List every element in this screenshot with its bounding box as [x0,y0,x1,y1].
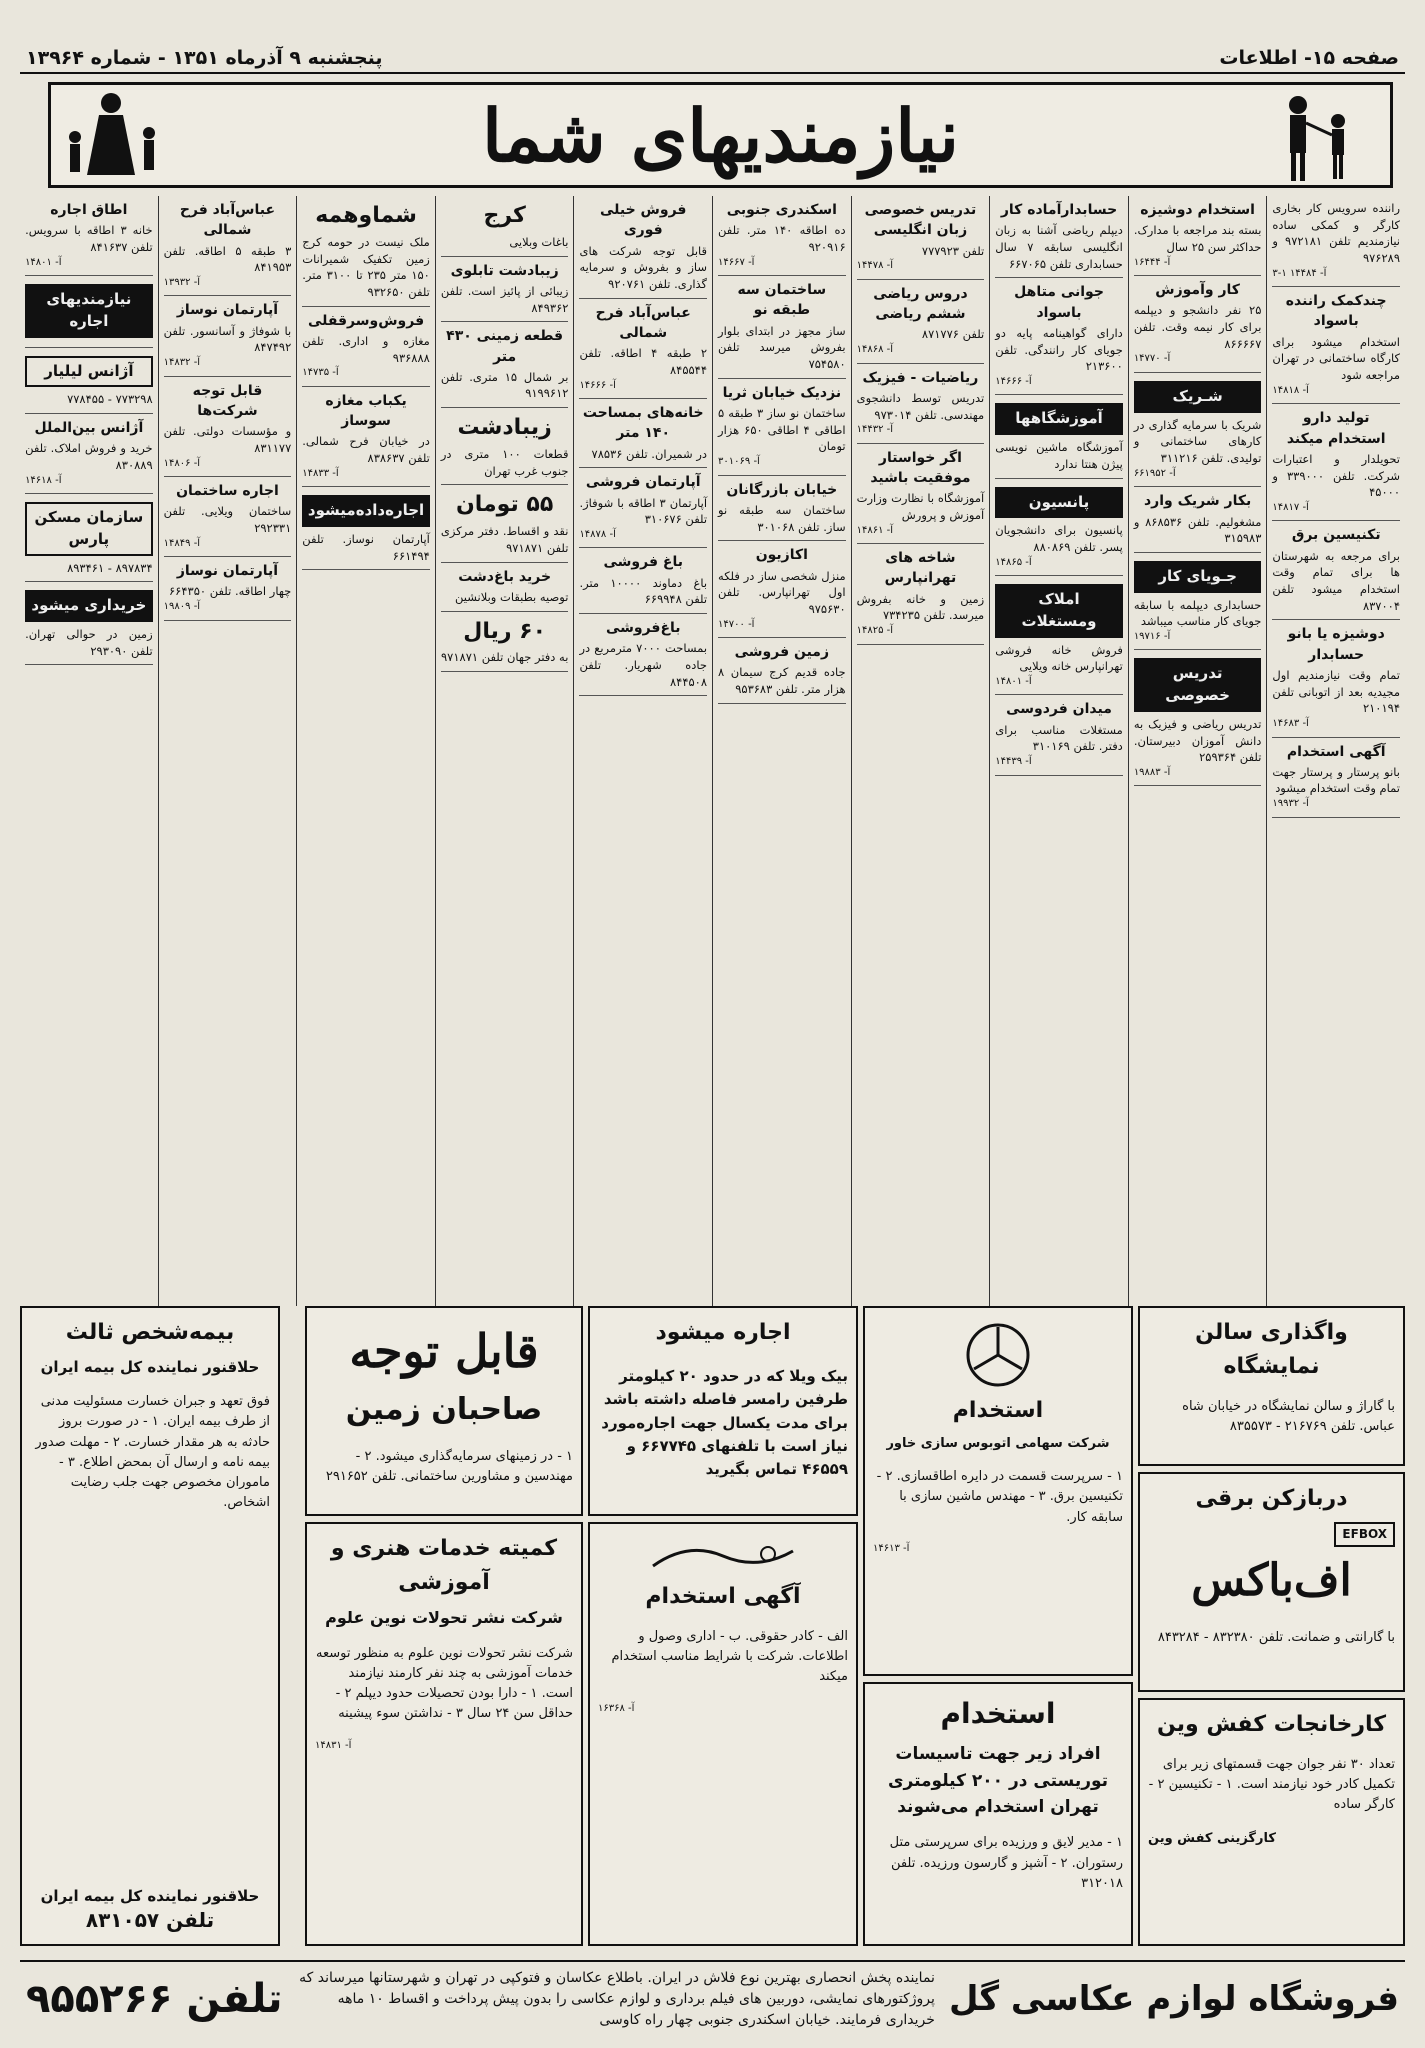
arts-title: کمیته خدمات هنری و آموزشی [330,1536,558,1596]
classified-ad [441,196,569,257]
classified-ad-text: ساز مجهز در ابتدای بلوار بفروش میرسد تلفن ۷۵۴۵۸۰ [718,323,846,372]
store-name: فروشگاه لوازم عکاسی گل [948,1979,1399,2019]
insurance-footer: حلاقنور نماینده کل بیمه ایران [40,1886,260,1905]
classified-ad [718,196,846,276]
classified-ad [1272,404,1400,521]
classified-ad-title: زیبادشت تابلوی [450,262,559,279]
classified-ad-text: بانو پرستار و پرستار جهت تمام وقت استخدام میشود [1272,764,1400,796]
efbox-title: دربازکن برقی [1195,1486,1348,1511]
classified-ad [164,196,292,296]
classified-ad-text: پانسیون برای دانشجویان پسر. تلفن ۸۸۰۸۶۹ [995,523,1123,554]
classified-column [1266,196,1405,1306]
classified-ad-title: تکنیسین برق [1291,527,1381,544]
classified-ad [718,541,846,638]
classified-ad-text: ۳ طبقه ۵ اطاقه. تلفن ۸۴۱۹۵۳ [163,243,292,275]
classified-ad-text: باغ دماوند ۱۰۰۰۰ متر. تلفن ۶۶۹۹۴۸ [579,575,708,607]
classified-ad-text: ۸۹۷۸۳۴ - ۸۹۳۴۶۱ [67,560,153,575]
store-description: نماینده پخش انحصاری بهترین نوع فلاش در ایران. باطلاع عکاسان و فتوکپی در تهران و شهرستانها میرساند که پروژکتورهای نمایشی، دوربین های فیلم برداری و لوازم عکاسی را بدون پیش پرداخت و اقساط ۱۰ ماهه خریداری فرمایند. خیابان اسکندری جنوبی چهار راه کاوسی [299,1969,935,2028]
classified-ad-text: چهار اطاقه. تلفن ۶۶۴۳۵۰ [169,584,292,599]
classified-column [435,196,574,1306]
classified-ad-code: آ- ۱۴۸۰۱ [25,256,62,268]
tourism-hire-ad [863,1682,1133,1946]
classified-ad-title: جـویای کار [1134,561,1262,593]
classified-ad-title: شاخه های تهرانپارس [884,550,957,587]
tourism-subtitle: افراد زیر جهت تاسیسات توریستی در ۲۰۰ کیلومتری تهران استخدام می‌شوند [887,1744,1109,1818]
classified-ad-title: بکار شریک وارد [1143,493,1252,510]
classified-ad-title: خانه‌های بمساحت ۱۴۰ متر [582,405,704,442]
classified-ad-text: راننده سرویس کار بخاری کارگر و کمکی ساده نیازمندیم تلفن ۹۷۲۱۸۱ و ۹۷۶۲۸۹ [1272,201,1400,266]
classified-ad-title: املاک ومستغلات [995,584,1123,638]
classified-ad-title: یکباب مغازه سوساز [325,392,407,430]
classified-ad-title: میدان فردوسی [1006,701,1112,718]
classified-ad-title: ساختمان سه طبقه نو [737,282,827,319]
classified-ad-text: توصیه بطبقات وبلانشین [455,589,569,604]
insurance-phone: تلفن ۸۳۱۰۵۷ [85,1908,215,1932]
classified-ad-text: ده اطاقه ۱۴۰ متر. تلفن ۹۲۰۹۱۶ [718,223,846,254]
classified-ad-text: ساختمان نو ساز ۳ طبقه ۵ اطاقی ۴ اطاقی ۶۵۰ هزار تومان [718,406,846,454]
classified-ad-code: آ- ۱۴۶۶۶ [995,375,1032,387]
classified-ad-text: در خیابان فرح شمالی. تلفن ۸۳۸۶۳۷ [302,434,430,465]
land-notice-ad [305,1306,583,1516]
classified-ad [995,479,1123,577]
classified-ad-text: ساختمان سه طبقه نو ساز. تلفن ۳۰۱۰۶۸ [718,502,846,534]
classified-ad-title: آژانس لیلیار [25,356,153,388]
classified-ad-text: زمین در حوالی تهران. تلفن ۲۹۳۰۹۰ [25,627,153,658]
classified-ad-text: تمام وقت نیازمندیم اول مجیدیه بعد از اتوبانی تلفن ۲۱۰۱۹۴ [1272,667,1400,716]
classified-column [158,196,297,1306]
classified-ad [857,444,985,544]
classified-column [20,196,158,1306]
classified-ad [1272,521,1400,620]
classified-ad-title: دروس ریاضی ششم ریاضی [873,285,968,323]
classified-ad [1272,620,1400,737]
classified-ad-text: مغازه و اداری. تلفن ۹۳۶۸۸۸ [302,333,430,365]
classified-ad-text: بسته بند مراجعه با مدارک. حداکثر سن ۲۵ سال [1133,223,1262,254]
efbox-text: با گارانتی و ضمانت. تلفن ۸۳۲۳۸۰ - ۸۴۳۲۸۴ [1157,1629,1395,1645]
arts-education-ad [305,1522,583,1946]
classified-ad-title: آپارتمان نوساز [176,563,279,580]
classified-ad-title: شماوهمه [315,203,417,228]
shoe-footer: کارگزینی کفش وین [1148,1830,1276,1846]
classified-ad-code: آ- ۱۶۴۴۴ [1133,256,1171,268]
woman-children-illustration-icon [51,85,181,185]
classified-ad-title: خریداری میشود [25,590,153,622]
classified-ad-text: آپارتمان نوساز. تلفن ۶۶۱۴۹۴ [302,531,430,563]
efbox-badge: EFBOX [1334,1522,1395,1547]
classified-ad [1134,487,1262,553]
classified-ad-title: فروش خیلی فوری [600,202,687,239]
classified-column [573,196,712,1306]
classified-ad [164,557,292,620]
classified-ad-text: جاده قدیم کرج سیمان ۸ هزار متر. تلفن ۹۵۳۶۸۳ [718,665,846,696]
classified-ad [164,477,292,557]
tourism-text: ۱ - مدیر لایق و ورزیده برای سرپرستی متل رستوران. ۲ - آشپز و گارسون ورزیده. تلفن ۳۱۲۰۱۸ [889,1835,1123,1891]
classified-ad-title: نیازمندیهای اجاره [25,284,153,338]
classified-ad-text: و مؤسسات دولتی. تلفن ۸۳۱۱۷۷ [163,424,292,455]
employment-code: آ- ۱۶۳۶۸ [598,1702,635,1714]
exhibition-text: با گاراژ و سالن نمایشگاه در خیابان شاه عباس. تلفن ۲۱۶۷۶۹ - ۸۳۵۵۷۳ [1182,1399,1395,1435]
classified-ad-title: کار وآموزش [1155,282,1240,299]
classified-ad-code: آ- ۱۴۸۳۳ [302,467,339,479]
classified-ad-title: زیبادشت [457,415,552,441]
classified-ad-code: آ- ۱۴۸۲۵ [856,625,894,637]
classified-ad-title: کرج [483,203,526,228]
classified-ad-title: اجاره ساختمان [176,483,279,500]
classified-ad-text: بر شمال ۱۵ متری. تلفن ۹۱۹۹۶۱۲ [440,369,569,401]
classified-ad [164,377,292,477]
classified-columns [20,196,1405,1306]
classified-ad-text: با شوفاژ و آسانسور. تلفن ۸۴۷۴۹۲ [163,323,292,355]
classified-ad-text: باغات وبلایی [509,234,569,249]
classified-ad-text: نقد و اقساط. دفتر مرکزی تلفن ۹۷۱۸۷۱ [440,524,569,555]
classified-ad [441,322,569,408]
classified-ad [718,379,846,476]
classified-ad-text: تلفن ۷۷۷۹۲۳ [921,243,985,258]
classified-ad-code: آ- ۱۴۶۱۸ [25,474,62,486]
classified-ad-text: خانه ۳ اطاقه با سرویس. تلفن ۸۴۱۶۳۷ [25,223,153,254]
page-label: صفحه ۱۵- اطلاعات [1219,47,1399,69]
classified-ad-text: بمساحت ۷۰۰۰ مترمربع در جاده شهریار. تلفن ۸۴۴۵۰۸ [579,641,708,689]
classified-ad-title: اکازیون [755,547,808,564]
classified-ad-text: آموزشگاه ماشین نویسی پیژن هنتا ندارد [995,440,1123,471]
classified-column [296,196,435,1306]
classified-ad-text: حسابداری دیپلمه با سابقه جویای کار مناسب میباشد [1133,597,1262,629]
classified-ad [995,576,1123,695]
bus-code: آ- ۱۴۶۱۳ [873,1542,910,1554]
classified-ad-text: ۲ طبقه ۴ اطاقه. تلفن ۸۴۵۵۴۴ [579,346,708,377]
classified-ad [1134,650,1262,786]
mercedes-star-icon [963,1320,1033,1390]
insurance-ad [20,1306,280,1946]
classified-ad [441,612,569,673]
classified-ad-text: دیپلم ریاضی آشنا به زبان انگلیسی سابقه ۷ سال حسابداری تلفن ۶۶۷۰۶۵ [995,223,1123,271]
classified-ad-title: زمین فروشی [734,644,830,661]
classified-ad [302,387,430,487]
classified-ad-title: قطعه زمینی ۴۳۰ متر [446,328,564,365]
classified-ad-title: حسابدارآماده کار [1000,202,1118,218]
classified-ad-title: آژانس بین‌الملل [34,420,144,437]
classified-ad-text: به دفتر جهان تلفن ۹۷۱۸۷۱ [441,650,569,665]
classified-ad-code: آ- ۱۴۸۴۹ [163,537,201,549]
classified-ad [995,196,1123,278]
classified-ad-code: آ- ۱۴۸۳۲ [163,357,201,369]
classified-ad-text: آپارتمان ۳ اطاقه با شوفاژ. تلفن ۳۱۰۶۷۶ [579,495,708,527]
classified-ad-title: آپارتمان نوساز [176,302,279,319]
employment-text: الف - کادر حقوقی. ب - اداری وصول و اطلاعات. شرکت با شرایط مناسب استخدام میکند [611,1629,848,1685]
arts-code: آ- ۱۴۸۳۱ [315,1739,352,1751]
classified-ad-text: آموزشگاه با نظارت وزارت آموزش و پرورش [856,491,985,522]
bus-company-ad [863,1306,1133,1676]
classified-ad [25,582,153,665]
classified-ad-code: آ- ۱۴۴۳۹ [995,756,1032,768]
classified-ad-title: اجاره‌داده‌میشود [302,495,430,527]
classified-ad [718,476,846,542]
classified-ad-text: دارای گواهینامه پایه دو جویای کار رانندگی. تلفن ۲۱۳۶۰۰ [995,325,1123,374]
classified-ad-text: شریک با سرمایه گذاری در کارهای ساختمانی و تولیدی. تلفن ۳۱۱۲۱۶ [1133,417,1262,466]
classified-ad-code: آ- ۱۴۸۷۸ [579,528,616,540]
classified-ad-title: قابل توجه شرکت‌ها [192,382,263,419]
insurance-text: فوق تعهد و جبران خسارت مسئولیت مدنی از طرف بیمه ایران. ۱ - در صورت بروز حادثه به هر مقدار خسارت. ۲ - مهلت صدور بیمه نامه و ارسال آن بمحض اطلاع. ۳ - ماموران مخصوص جهت جلب رضایت اشخاص. [35,1394,270,1511]
shoe-text: تعداد ۳۰ نفر جوان جهت قسمتهای زیر برای تکمیل کادر خود نیازمند است. ۱ - تکنیسین ۲ - کارگر ساده [1148,1757,1395,1813]
classified-ad [718,276,846,379]
classified-ad-code: آ- ۱۴۸۶۱ [856,524,894,536]
issue-date: پنجشنبه ۹ آذرماه ۱۳۵۱ - شماره ۱۳۹۶۴ [26,47,383,69]
classified-ad [579,196,707,299]
classified-ad-text: برای مرجعه به شهرستان ها برای تمام وقت استخدام میشود تلفن ۸۳۷۰۰۴ [1272,548,1400,613]
classified-ad-title: دوشیزه‌ یا بانو حسابدار [1287,626,1385,663]
insurance-subtitle: حلاقنور نماینده کل بیمه ایران [40,1358,260,1377]
classified-column [989,196,1128,1306]
classified-ad-text: زیبائی از پائیز است. تلفن ۸۴۹۳۶۲ [440,283,569,315]
classified-ad-text: مستغلات مناسب برای دفتر. تلفن ۳۱۰۱۶۹ [995,722,1123,754]
classified-ad-text: فروش خانه فروشی تهرانپارس خانه ویلایی [995,642,1123,674]
classified-ad [579,614,707,696]
classified-ad-title: آپارتمان فروشی [585,474,701,491]
family-illustration-icon [1260,85,1390,185]
classified-ad-code: آ- ۱۴۸۶۵ [995,556,1032,568]
classified-ad-title: خیابان بازرگانان [726,481,838,498]
classified-ad-title: تولید دارو استخدام میکند [1286,410,1386,447]
land-notice-subtitle: صاحبان زمین [345,1392,543,1428]
classified-ad [995,395,1123,478]
villa-text: بیک ویلا که در حدود ۲۰ کیلومتر طرفین رامسر فاصله داشته باشد برای مدت یکسال جهت اجاره‌مورد نیاز است با تلفنهای ۶۶۷۷۴۵ و ۴۶۵۵۹ تماس بگیرید [601,1367,848,1479]
classified-ad-title: شـریک [1134,381,1262,413]
classified-ad-title: باغ فروشی [603,554,683,571]
villa-rent-ad [588,1306,858,1516]
classified-ad-title: جوانی متاهل باسواد [1014,284,1104,321]
classified-ad-title: اگر خواستار موفقیت باشید [870,449,971,486]
classified-ad [441,257,569,323]
classified-ad-title: ۶۰ ریال [463,618,547,644]
efbox-brand: اف‌باکس [1191,1554,1352,1606]
classified-ad-text: تلفن ۸۷۱۷۷۶ [921,327,985,342]
classified-ad-text: ۲۵ نفر دانشجو و دیپلمه برای کار نیمه وقت. تلفن ۸۶۶۶۶۷ [1133,303,1262,351]
classified-ad [25,494,153,582]
classified-ad [857,196,985,280]
classified-ad-title: ۵۵ تومان [456,492,554,518]
classified-ad-text: مشغولیم. تلفن ۸۶۸۵۳۶ و ۳۱۵۹۸۳ [1133,514,1262,546]
classified-ad-code: آ- ۱۹۷۱۶ [1133,630,1171,642]
villa-title: اجاره میشود [655,1320,791,1345]
page-header [20,46,1405,74]
classified-ad-code: آ- ۱۴۶۸۳ [1272,718,1309,729]
classified-ad [857,364,985,444]
classified-ad-title: استخدام دوشیزه [1140,202,1255,218]
classified-ad [1134,196,1262,276]
classified-ad-title: عباس‌آباد فرح شمالی [179,202,276,239]
classified-ad-code: آ- ۱۴۷۷۰ [1133,353,1171,365]
classified-ad-title: تدریس خصوصی [1134,658,1262,712]
classified-ad-code: آ- ۱۴۸۰۶ [163,457,201,469]
classified-ad-text: تحویلدار و اعتبارات شرکت. تلفن ۳۳۹۰۰۰ و ۴۵۰۰۰ [1272,451,1401,500]
classified-ad-title: پانسیون [995,487,1123,519]
classified-ad [441,485,569,562]
classified-ad-code: آ- ۱۹۸۰۹ [163,601,201,613]
classified-ad-code: آ- ۱۴۶۶۷ [718,256,755,268]
classified-ad [995,278,1123,395]
classified-ad-text: زمین و خانه بفروش میرسد. تلفن ۷۳۴۲۳۵ [856,591,985,623]
classified-ad-text: ساختمان ویلایی. تلفن ۲۹۲۳۳۱ [163,504,292,535]
classified-ad-text: در شمیران. تلفن ۷۸۵۳۶ [591,446,708,461]
classified-column [851,196,990,1306]
classified-ad-text: ۷۷۳۲۹۸ - ۷۷۸۴۵۵ [67,392,153,407]
classified-ad-title: سازمان مسکن پارس [25,502,153,556]
classified-ad-code: آ- ۳۰۱۰۶۹ [718,456,760,468]
classified-ad [25,196,153,276]
classified-ad [579,299,707,399]
classified-ad-title: نزدیک خیابان ثریا [722,384,842,401]
classified-ad [25,276,153,348]
classified-ad-code: آ- ۱۹۸۸۳ [1133,766,1171,778]
classified-ad [579,399,707,468]
company-logo-icon [648,1536,798,1576]
classified-ad [1272,196,1400,287]
classified-ad [441,408,569,485]
classified-ad-text: منزل شخصی ساز در فلکه اول تهرانپارس. تلفن ۹۷۵۶۳۰ [718,568,846,616]
classified-ad [302,307,430,387]
classified-ad-code: آ- ۱۴۴۷۸ [856,260,894,272]
classified-ad [1134,553,1262,651]
classifieds-banner [48,82,1393,188]
efbox-ad [1138,1472,1405,1692]
classified-ad [1272,287,1400,404]
classified-ad [25,348,153,414]
arts-text: شرکت نشر تحولات نوین علوم به منظور توسعه خدمات آموزشی به چند نفر کارمند نیازمند است. ۱ - دارا بودن تحصیلات حدود دیپلم ۲ - حداقل سن ۲۴ سال ۳ - نداشتن سوء پیشینه [316,1645,573,1722]
classified-ad-text: خرید و فروش املاک. تلفن ۸۳۰۸۸۹ [25,441,153,473]
exhibition-ad [1138,1306,1405,1466]
classified-ad-code: آ- ۱۴۷۰۰ [718,618,755,630]
classified-ad [25,414,153,494]
land-notice-title: قابل توجه [349,1324,539,1378]
classified-ad-title: اسکندری جنوبی [726,202,837,218]
classified-ad-code: آ- ۱۴۶۶۶ [579,379,616,391]
shoe-title: کارخانجات کفش وین [1156,1712,1387,1737]
classified-column [1128,196,1267,1306]
classified-ad-title: چندکمک راننده باسواد [1285,293,1387,330]
bus-text: ۱ - سرپرست قسمت در دایره اطاقسازی. ۲ - تکنیسین برق. ۳ - مهندس ماشین سازی با سابقه کار. [876,1469,1123,1525]
classified-ad-code: آ- ۶۶۱۹۵۲ [1133,467,1176,479]
classified-ad-code: آ- ۱۹۹۳۲ [1272,798,1309,810]
banner-title: نیازمندیهای شما [481,92,960,178]
classified-ad [1134,276,1262,373]
classified-ad-title: ریاضیات - فیزیک [862,369,979,386]
classified-ad-text: قطعات ۱۰۰ متری در جنوب غرب تهران [440,447,569,478]
classified-ad [302,196,430,307]
bus-subtitle: شرکت سهامی اتوبوس سازی خاور [886,1436,1110,1452]
classified-ad [302,487,430,570]
classified-ad-code: آ- ۱۴۸۱۸ [1272,384,1309,396]
classified-ad-text: تدریس ریاضی و فیزیک به دانش آموزان دبیرستان. تلفن ۲۵۹۳۶۴ [1133,716,1262,765]
classified-ad-text: استخدام میشود برای کارگاه ساختمانی در تهران مراجعه شود [1272,334,1400,383]
classified-ad-code: آ- ۱۴۷۳۵ [302,367,339,379]
shoe-factory-ad [1138,1698,1405,1946]
classified-ad-code: آ- ۱۴۸۰۱ [995,675,1032,687]
classified-ad-title: فروش‌وسرقفلی [307,312,425,329]
classified-column [712,196,851,1306]
store-phone: تلفن ۹۵۵۲۶۶ [26,1976,283,2022]
bus-title: استخدام [952,1398,1044,1423]
classified-ad-text: تدریس توسط دانشجوی مهندسی. تلفن ۹۷۳۰۱۴ [856,390,985,422]
classified-ad [441,563,569,612]
classified-ad-title: باغ‌فروشی [605,620,681,637]
classified-ad-code: آ- ۱۳۹۳۲ [163,276,201,288]
land-notice-text: ۱ - در زمینهای سرمایه‌گذاری میشود. ۲ - مهندسین و مشاورین ساختمانی. تلفن ۲۹۱۶۵۲ [325,1448,573,1484]
classified-ad-text: ملک نیست در حومه کرج زمین تکفیک شمیرانات ۱۵۰ متر ۲۳۵ تا ۳۱۰۰ متر. تلفن ۹۳۲۶۵۰ [302,234,430,299]
classified-ad-title: اطاق اجاره [50,202,128,218]
exhibition-title: واگذاری سالن نمایشگاه [1195,1320,1348,1380]
classified-ad [579,548,707,614]
employment-notice-ad [588,1522,858,1946]
classified-ad-code: ۳-۱ آ- ۱۴۴۸۴ [1272,267,1327,279]
classified-ad-code: آ- ۱۴۸۱۷ [1272,501,1309,513]
classified-ad-title: عباس‌آباد فرح شمالی [595,304,691,341]
employment-title: آگهی استخدام [645,1584,801,1609]
classified-ad [164,296,292,376]
display-ads-area [20,1306,1405,1946]
classified-ad-code: آ- ۱۴۴۳۲ [856,424,894,436]
classified-ad-text: قابل توجه شرکت های ساز و بفروش و سرمایه گذاری. تلفن ۹۲۰۷۶۱ [579,243,708,291]
classified-ad-title: تدریس خصوصی زبان انگلیسی [864,202,977,239]
tourism-title: استخدام [940,1697,1056,1730]
classified-ad-title: آگهی استخدام [1286,743,1386,760]
classified-ad-title: خرید باغ‌دشت [458,568,552,585]
classified-ad [718,638,846,704]
classified-ad-title: آموزشگاهها [995,403,1123,435]
insurance-title: بیمه‌شخص ثالث [65,1320,235,1345]
arts-subtitle: شرکت نشر تحولات نوین علوم [325,1608,563,1628]
classified-ad [1272,738,1400,818]
classified-ad [579,468,707,548]
classified-ad-code: آ- ۱۴۸۶۸ [856,344,894,356]
classified-ad [857,544,985,644]
classified-ad [995,695,1123,775]
page-footer-ad [20,1960,1405,2036]
classified-ad [857,280,985,364]
classified-ad [1134,373,1262,487]
